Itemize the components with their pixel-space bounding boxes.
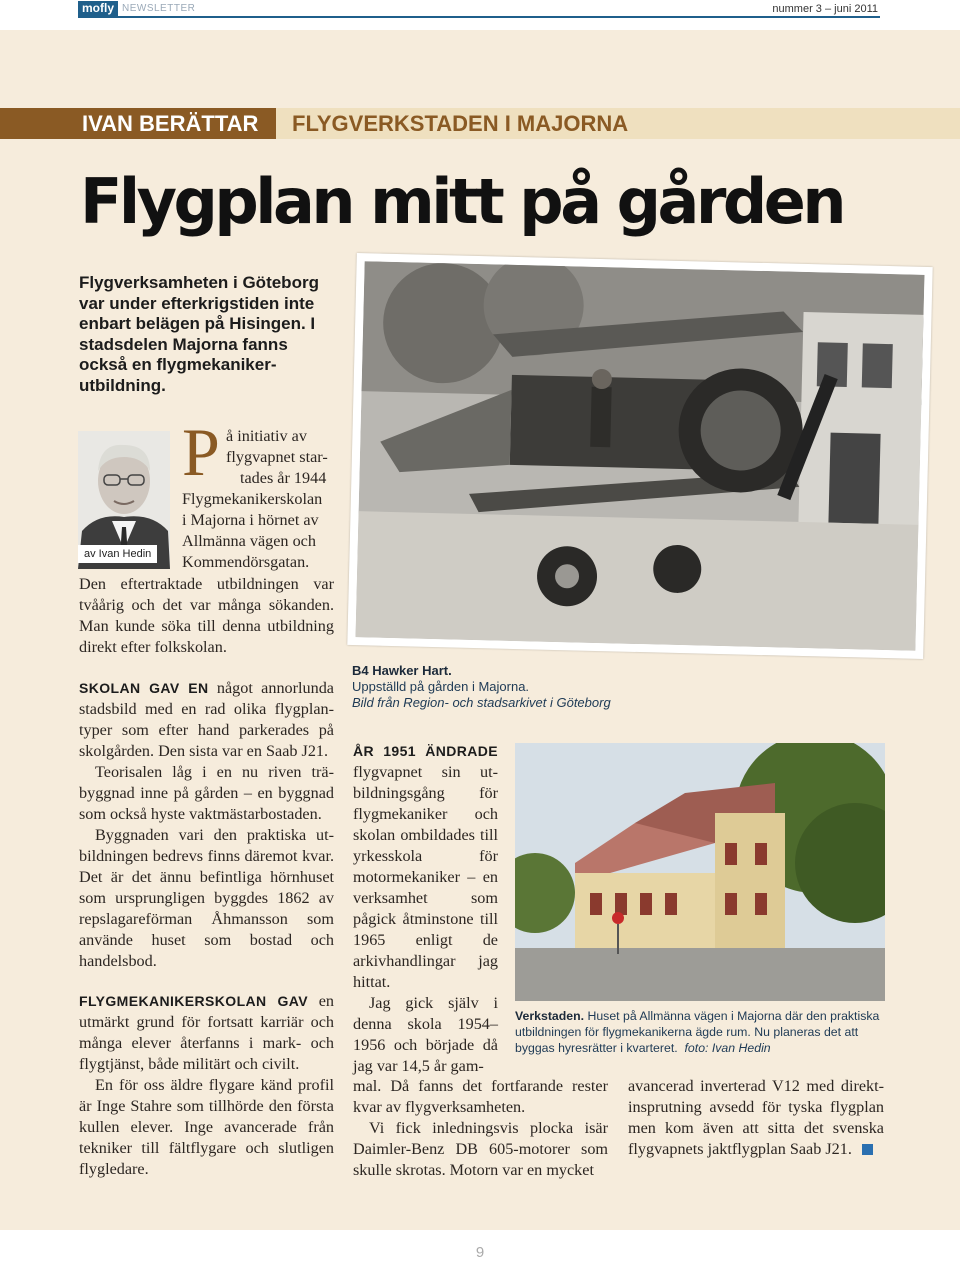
caption-1-credit: Bild från Region- och stadsarkivet i Göteborg <box>352 695 611 710</box>
caption-1-title: B4 Hawker Hart. <box>352 663 452 678</box>
paragraph-7 <box>353 741 498 993</box>
section-topic: FLYGVERKSTADEN I MAJORNA <box>292 111 629 136</box>
paragraph-5 <box>79 991 334 1075</box>
mofly-logo: mofly <box>78 1 118 16</box>
paragraph-1-text: Den eftertraktade utbildningen var tvåårig och det var många sökanden. Man kunde söka till denna utbildning direkt efter folkskolan. <box>79 575 334 656</box>
newsletter-label: NEWSLETTER <box>122 3 196 14</box>
issue-label: nummer 3 – juni 2011 <box>772 3 878 15</box>
paragraph-10: avancerad inverterad V12 med direktinsprutning avsedd för tyska flygplan men kom även att sitta det svenska flygvapnets jaktflygplan Saab J21. <box>628 1077 884 1158</box>
paragraph-9: Vi fick inledningsvis plocka isär Daimler-Benz DB 605-motorer som skulle skrotas. Motorn var en mycket <box>353 1119 608 1179</box>
article-title: Flygplan mitt på gården <box>80 165 843 238</box>
paragraphs-2-4 <box>79 678 334 972</box>
lead-line-1: Flygmekanikerskolan <box>182 490 323 508</box>
page-number: 9 <box>475 1244 485 1261</box>
header-rule <box>78 16 880 18</box>
paragraph-6: En för oss äldre flygare känd profil är Inge Stahre som tillhörde den första kullen elever. Inge avancerade från tekniker till fältflygare och slutligen flygledare. <box>79 1076 334 1178</box>
biplane-photo <box>347 253 932 659</box>
lead-line-2: i Majorna i hörnet av <box>182 511 319 529</box>
page-header <box>0 0 960 20</box>
caption-2-text: Huset på Allmänna vägen i Majorna där den praktiska utbildningen för flygmekanikerna ägde rum. Nu planeras det att byggas hyresrätter i kvarteret. <box>515 1009 880 1055</box>
caption-2-credit: foto: Ivan Hedin <box>684 1041 771 1055</box>
paragraphs-5-6 <box>79 991 334 1180</box>
paragraph-7-text: flygvapnet sin utbildningsgång för flygmekaniker och skolan ombildades till yrkesskola för motormekaniker – en verksamhet som pågick åtminstone till 1965 enligt de arkivhandlingar jag hittat. <box>353 763 498 991</box>
paragraph-2 <box>79 678 334 762</box>
lead-line-4: Kommendörsgatan. <box>182 553 310 571</box>
paragraph-4: Byggnaden vari den praktiska utbildningen bedrevs finns däremot kvar. Det är det ännu befintliga hörnhuset som ursprungligen byggdes 1862 av repslagareförman Åhmansson som använde huset som bostad och handelsbod. <box>79 826 334 970</box>
paragraph-1 <box>79 574 334 658</box>
section-bar-right <box>276 108 960 139</box>
section-label: IVAN BERÄTTAR <box>82 111 259 136</box>
column-2-bottom <box>353 1076 608 1181</box>
drop-line-2: flygvapnet star- <box>226 448 328 466</box>
author-tag: av Ivan Hedin <box>78 545 157 563</box>
end-mark-icon <box>862 1144 873 1155</box>
column-2-top <box>353 741 498 1077</box>
article-intro: Flygverksamheten i Göteborg var under efterkrigstiden inte enbart belägen på Hisingen. I stadsdelen Majorna fanns också en flygmekanikerutbildning. <box>79 273 319 395</box>
drop-cap: P <box>182 414 220 490</box>
photo-caption-1 <box>352 663 672 711</box>
caption-2-title: Verkstaden. <box>515 1009 585 1023</box>
caption-1-line: Uppställd på gården i Majorna. <box>352 679 530 694</box>
column-3 <box>628 1076 884 1160</box>
paragraph-5-text: en utmärkt grund för fortsatt karriär och många elever återfanns i mark- och flygtjänst, både militärt och civilt. <box>79 992 334 1073</box>
workshop-photo <box>515 743 885 1001</box>
lead-line-3: Allmänna vägen och <box>182 532 316 550</box>
drop-line-3: tades år 1944 <box>240 469 327 487</box>
photo-caption-2 <box>515 1008 895 1056</box>
section-bar-left <box>0 108 276 139</box>
paragraph-8a: Jag gick själv i denna skola 1954–1956 och började då jag var 14,5 år gam- <box>353 994 498 1075</box>
drop-line-1: å initiativ av <box>226 427 307 445</box>
paragraph-7-lead: ÅR 1951 ÄNDRADE <box>353 743 498 759</box>
paragraph-8b: mal. Då fanns det fortfarande rester kvar av flygverksamheten. <box>353 1077 608 1116</box>
paragraph-2-lead: SKOLAN GAV EN <box>79 680 209 696</box>
paragraph-2-text: något annorlunda stadsbild med en rad olika flygplantyper som efter hand parkerades på skolgården. Den sista var en Saab J21. <box>79 679 334 760</box>
paragraph-5-lead: FLYGMEKANIKERSKOLAN GAV <box>79 993 308 1009</box>
paragraph-3: Teorisalen låg i en nu riven träbyggnad inne på gården – en byggnad som också hyste vaktmästarbostaden. <box>79 763 334 823</box>
